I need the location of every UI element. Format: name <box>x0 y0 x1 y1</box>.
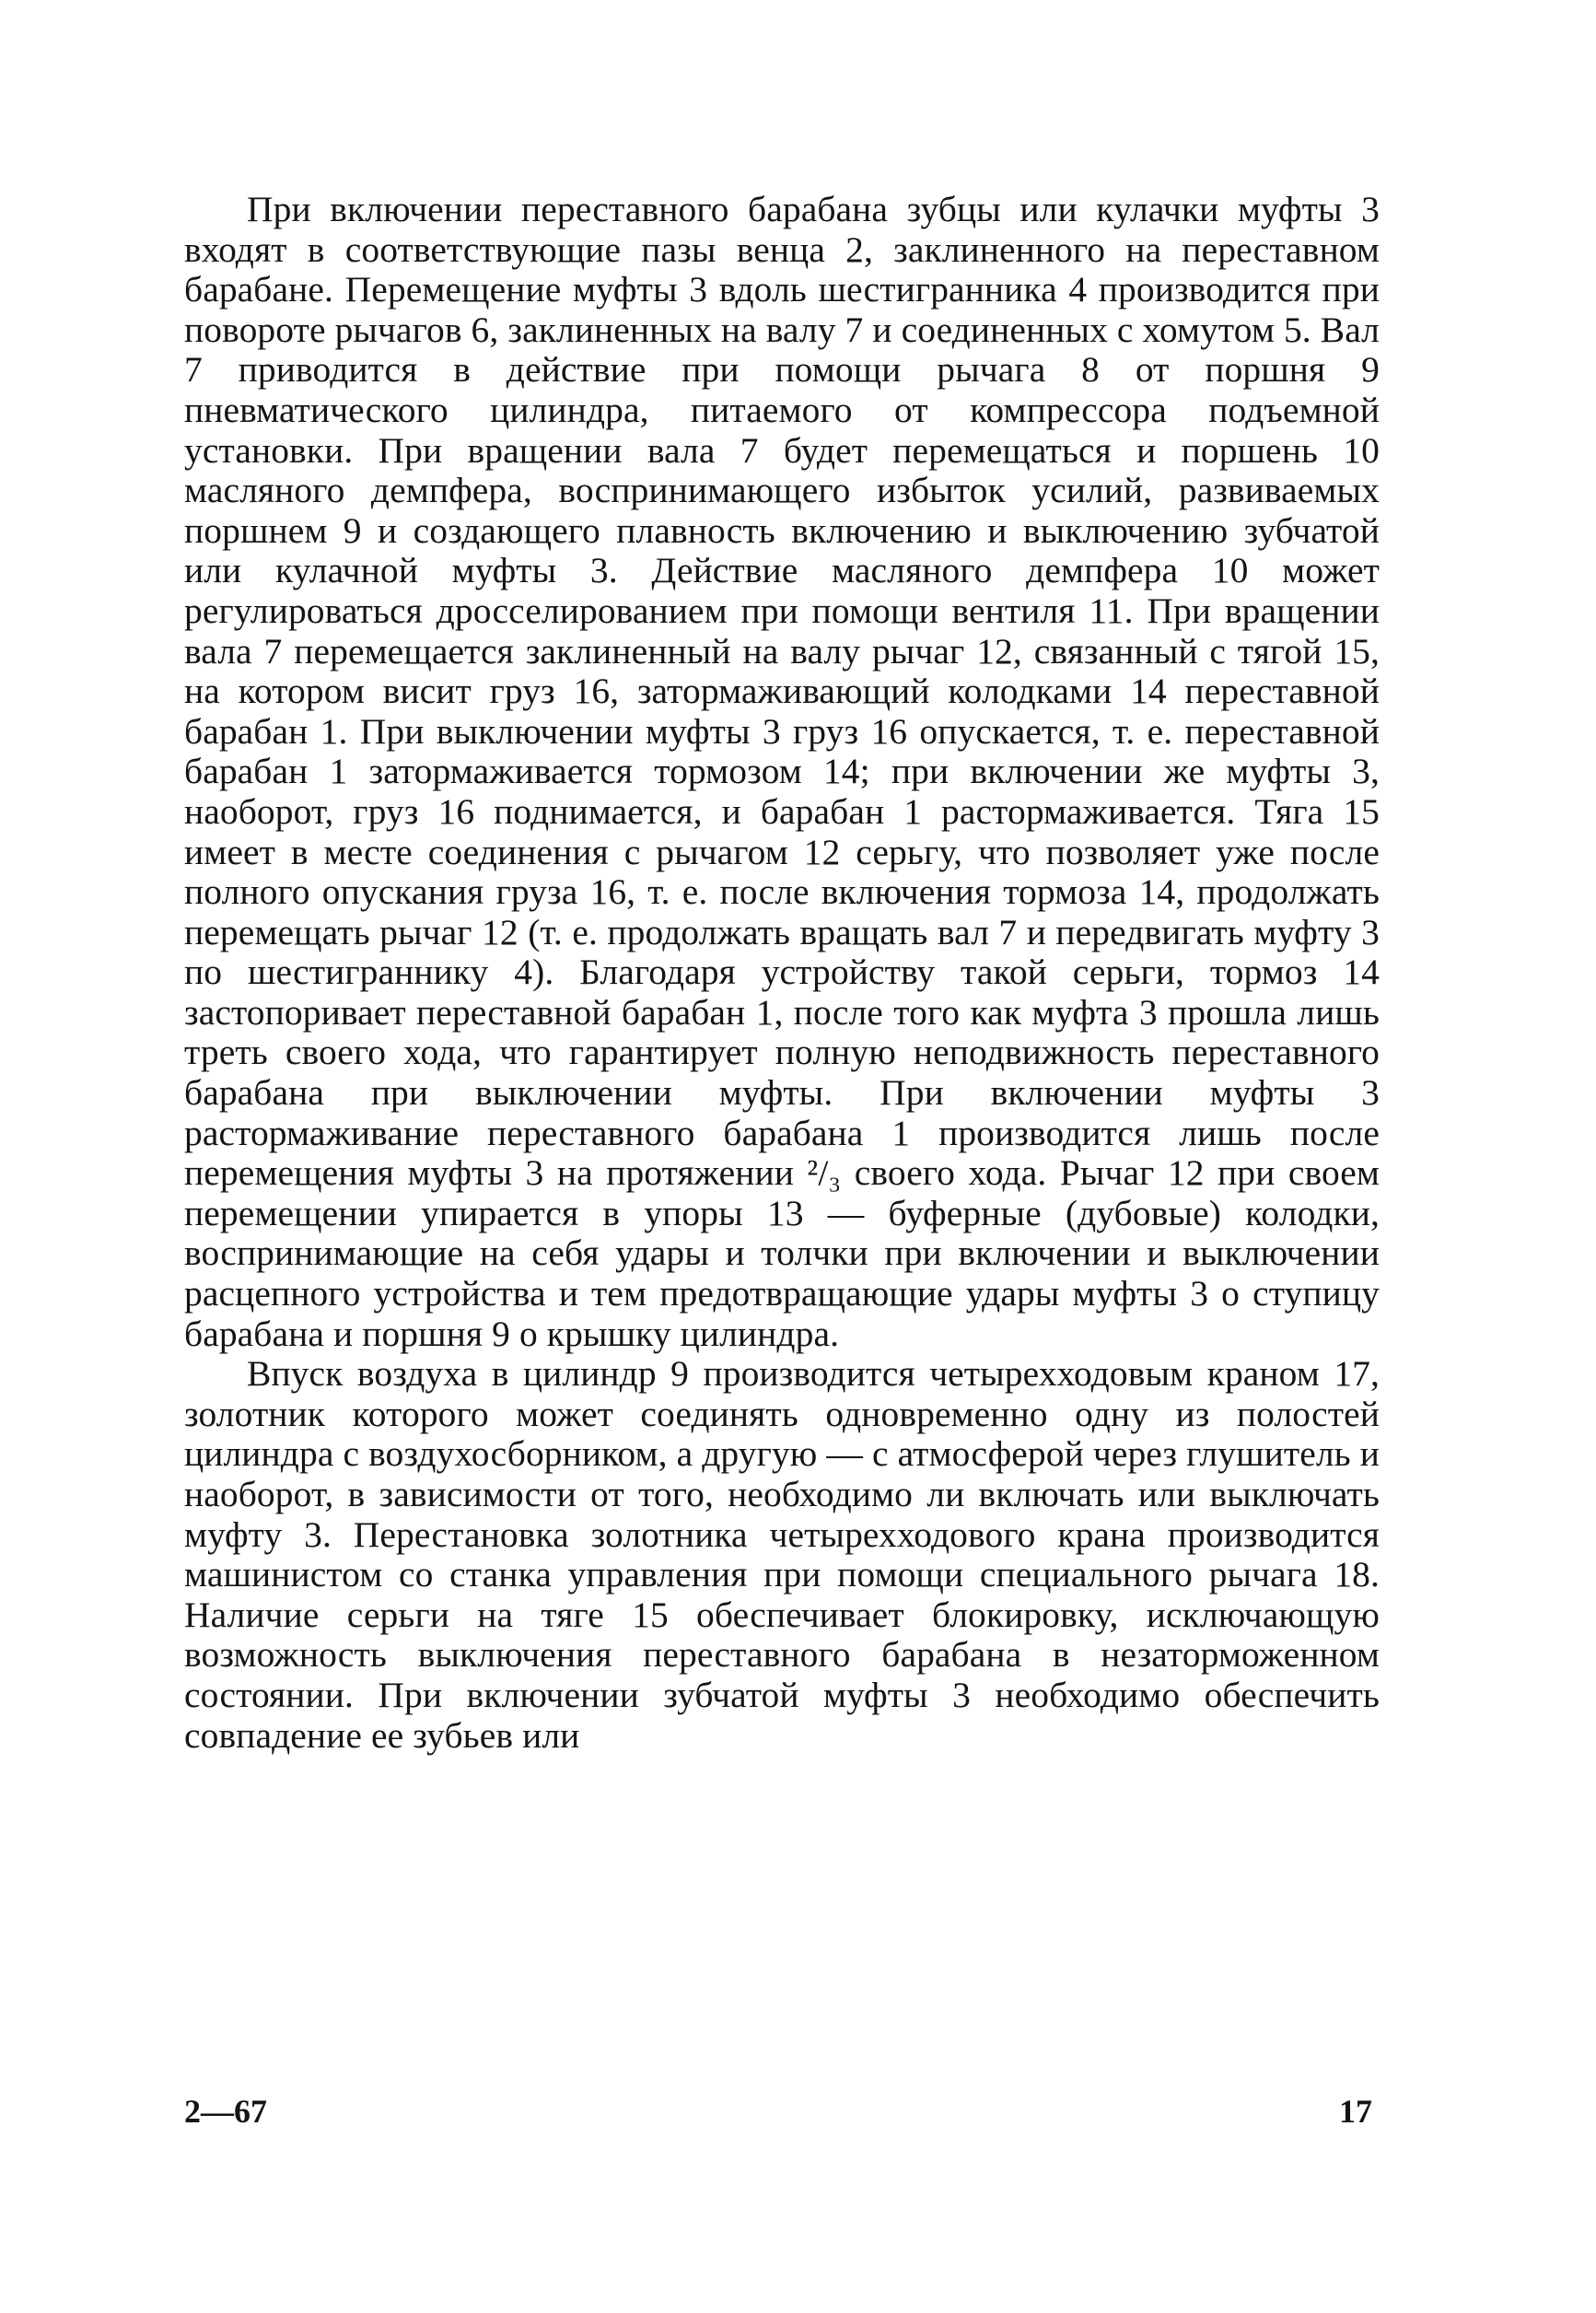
paragraph-1: При включении переставного барабана зубцы или кулачки муфты 3 входят в соответствующие пазы венца 2, заклиненного на переставном барабане. Перемещение муфты 3 вдоль шестигранника 4 производится при повороте рычагов 6, заклиненных на валу 7 и соединенных с хомутом 5. Вал 7 приводится в действие при помощи рычага 8 от поршня 9 пневматического цилиндра, питаемого от компрессора подъемной установки. При вращении вала 7 будет перемещаться и поршень 10 масляного демпфера, воспринимающего избыток усилий, развиваемых поршнем 9 и создающего плавность включению и выключению зубчатой или кулачной муфты 3. Действие масляного демпфера 10 может регулироваться дросселированием при помощи вентиля 11. При вращении вала 7 перемещается заклиненный на валу рычаг 12, связанный с тягой 15, на котором висит груз 16, затормаживающий колодками 14 переставной барабан 1. При выключении муфты 3 груз 16 опускается, т. е. переставной барабан 1 затормаживается тормозом 14; при включении же муфты 3, наоборот, груз 16 поднимается, и барабан 1 растормаживается. Тяга 15 имеет в месте соединения с рычагом 12 серьгу, что позволяет уже после полного опускания груза 16, т. е. после включения тормоза 14, продолжать перемещать рычаг 12 (т. е. продолжать вращать вал 7 и передвигать муфту 3 по шестиграннику 4). Благодаря устройству такой серьги, тормоз 14 застопоривает переставной барабан 1, после того как муфта 3 прошла лишь треть своего хода, что гарантирует полную неподвижность переставного барабана при выключении муфты. При включении муфты 3 растормаживание переставного барабана 1 производится лишь после перемещения муфты 3 на протяжении ²/₃ своего хода. Рычаг 12 при своем перемещении упирается в упоры 13 — буферные (дубовые) колодки, воспринимающие на себя удары и толчки при включении и выключении расцепного устройства и тем предотвращающие удары муфты 3 о ступицу барабана и поршня 9 о крышку цилиндра. <box>184 189 1380 1354</box>
document-page <box>184 190 1380 2161</box>
page-footer <box>184 2089 1380 2133</box>
paragraph-2: Впуск воздуха в цилиндр 9 производится четырехходовым краном 17, золотник которого может соединять одновременно одну из полостей цилиндра с воздухосборником, а другую — с атмосферой через глушитель и наоборот, в зависимости от того, необходимо ли включать или выключать муфту 3. Перестановка золотника четырехходового крана производится машинистом со станка управления при помощи специального рычага 18. Наличие серьги на тяге 15 обеспечивает блокировку, исключающую возможность выключения переставного барабана в незаторможенном состоянии. При включении зубчатой муфты 3 необходимо обеспечить совпадение ее зубьев или <box>184 1353 1380 1756</box>
body-text <box>184 190 1380 1756</box>
page-number: 17 <box>1339 2093 1372 2130</box>
printer-signature-mark: 2—67 <box>184 2093 267 2130</box>
